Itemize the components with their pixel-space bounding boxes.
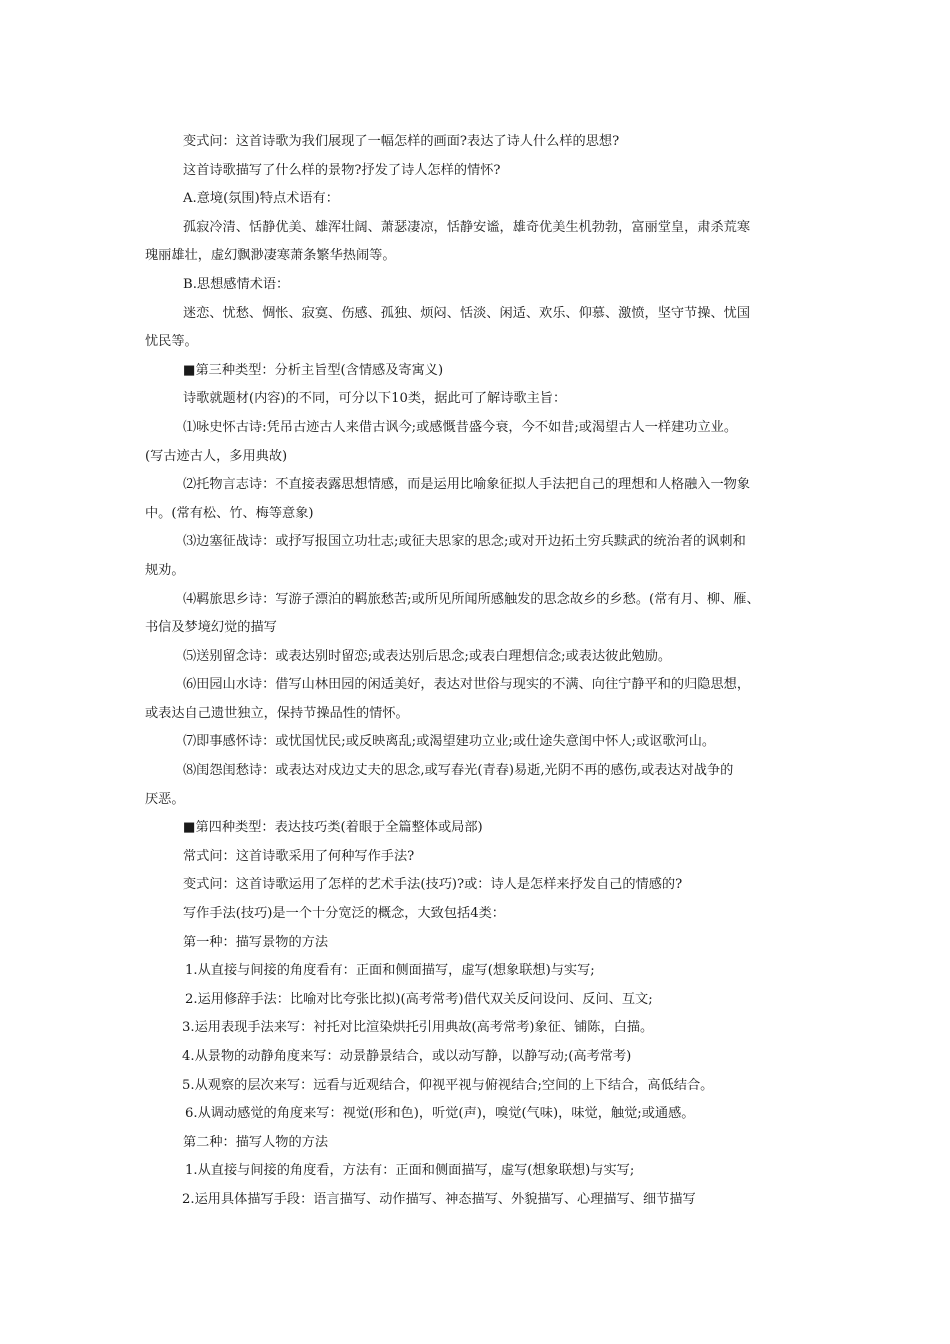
text-line: 迷恋、忧愁、惆怅、寂寞、伤感、孤独、烦闷、恬淡、闲适、欢乐、仰慕、激愤，坚守节操、忧国 — [183, 305, 751, 321]
text-line: 诗歌就题材(内容)的不同，可分以下10类，据此可了解诗歌主旨： — [183, 391, 567, 407]
text-line: 规劝。 — [145, 562, 185, 578]
text-line: 2.运用具体描写手段：语言描写、动作描写、神态描写、外貌描写、心理描写、细节描写 — [182, 1191, 696, 1207]
text-line: 厌恶。 — [145, 791, 185, 807]
document-body — [145, 128, 815, 1215]
text-line: 中。(常有松、竹、梅等意象) — [145, 505, 314, 521]
text-line: 忧民等。 — [145, 334, 198, 350]
text-line: (写古迹古人，多用典故) — [145, 448, 288, 464]
text-line: 第二种：描写人物的方法 — [183, 1134, 329, 1150]
text-line: ⑵托物言志诗：不直接表露思想情感，而是运用比喻象征拟人手法把自己的理想和人格融入一物象 — [183, 477, 751, 493]
text-line: ⑷羁旅思乡诗：写游子漂泊的羁旅愁苦;或所见所闻所感触发的思念故乡的乡愁。(常有月、柳、雁、 — [183, 591, 760, 607]
text-line: 写作手法(技巧)是一个十分宽泛的概念，大致包括4类： — [183, 906, 505, 922]
text-line: ⑹田园山水诗：借写山林田园的闲适美好，表达对世俗与现实的不满、向往宁静平和的归隐思想， — [183, 677, 751, 693]
text-line: ■第四种类型：表达技巧类(着眼于全篇整体或局部) — [183, 820, 483, 836]
text-line: 瑰丽雄壮，虚幻飘渺凄寒萧条繁华热闹等。 — [145, 248, 396, 264]
text-line: 常式问：这首诗歌采用了何种写作手法? — [183, 848, 415, 864]
text-line: ⑶边塞征战诗：或抒写报国立功壮志;或征夫思家的思念;或对开边拓土穷兵黩武的统治者的讽刺和 — [183, 534, 746, 550]
text-line: 4.从景物的动静角度来写：动景静景结合，或以动写静，以静写动;(高考常考) — [182, 1049, 632, 1064]
text-line: 2.运用修辞手法：比喻对比夸张比拟)(高考常考)借代双关反问设问、反问、互文; — [185, 991, 653, 1007]
text-line: 3.运用表现手法来写：衬托对比渲染烘托引用典故(高考常考)象征、铺陈，白描。 — [182, 1020, 654, 1036]
text-line: 或表达自己遗世独立，保持节操品性的情怀。 — [145, 705, 409, 721]
text-line: ⑴咏史怀古诗:凭吊古迹古人来借古讽今;或感慨昔盛今衰，今不如昔;或渴望古人一样建功立业。 — [183, 419, 738, 435]
text-line: ⑸送别留念诗：或表达别时留恋;或表达别后思念;或表白理想信念;或表达彼此勉励。 — [183, 648, 672, 664]
text-line: B.思想感情术语： — [183, 276, 290, 292]
text-line: 孤寂冷清、恬静优美、雄浑壮阔、萧瑟凄凉，恬静安谧，雄奇优美生机勃勃，富丽堂皇，肃杀荒寒 — [183, 219, 751, 235]
text-line: 6.从调动感觉的角度来写：视觉(形和色)，听觉(声)，嗅觉(气味)，味觉，触觉;或通感。 — [185, 1106, 695, 1122]
text-line: 这首诗歌描写了什么样的景物?抒发了诗人怎样的情怀? — [183, 162, 501, 178]
text-line: 5.从观察的层次来写：远看与近观结合，仰视平视与俯视结合;空间的上下结合，高低结合。 — [182, 1077, 714, 1093]
text-line: ■第三种类型：分析主旨型(含情感及寄寓义) — [183, 362, 444, 378]
text-line: 书信及梦境幻觉的描写 — [145, 620, 277, 636]
text-line: A.意境(氛围)特点术语有： — [183, 191, 339, 207]
text-line: 1.从直接与间接的角度看有：正面和侧面描写，虚写(想象联想)与实写; — [185, 963, 595, 979]
text-line: ⑻闺怨闺愁诗：或表达对戍边丈夫的思念,或写春光(青春)易逝,光阴不再的感伤,或表达对战争的 — [183, 763, 734, 779]
text-line: 1.从直接与间接的角度看，方法有：正面和侧面描写，虚写(想象联想)与实写; — [185, 1163, 635, 1179]
text-line: 第一种：描写景物的方法 — [183, 934, 329, 950]
text-line: 变式问：这首诗歌为我们展现了一幅怎样的画面?表达了诗人什么样的思想? — [183, 134, 620, 149]
text-line: 变式问：这首诗歌运用了怎样的艺术手法(技巧)?或：诗人是怎样来抒发自己的情感的? — [183, 877, 683, 893]
text-line: ⑺即事感怀诗：或忧国忧民;或反映离乱;或渴望建功立业;或仕途失意闺中怀人;或讴歌河山。 — [183, 734, 716, 750]
